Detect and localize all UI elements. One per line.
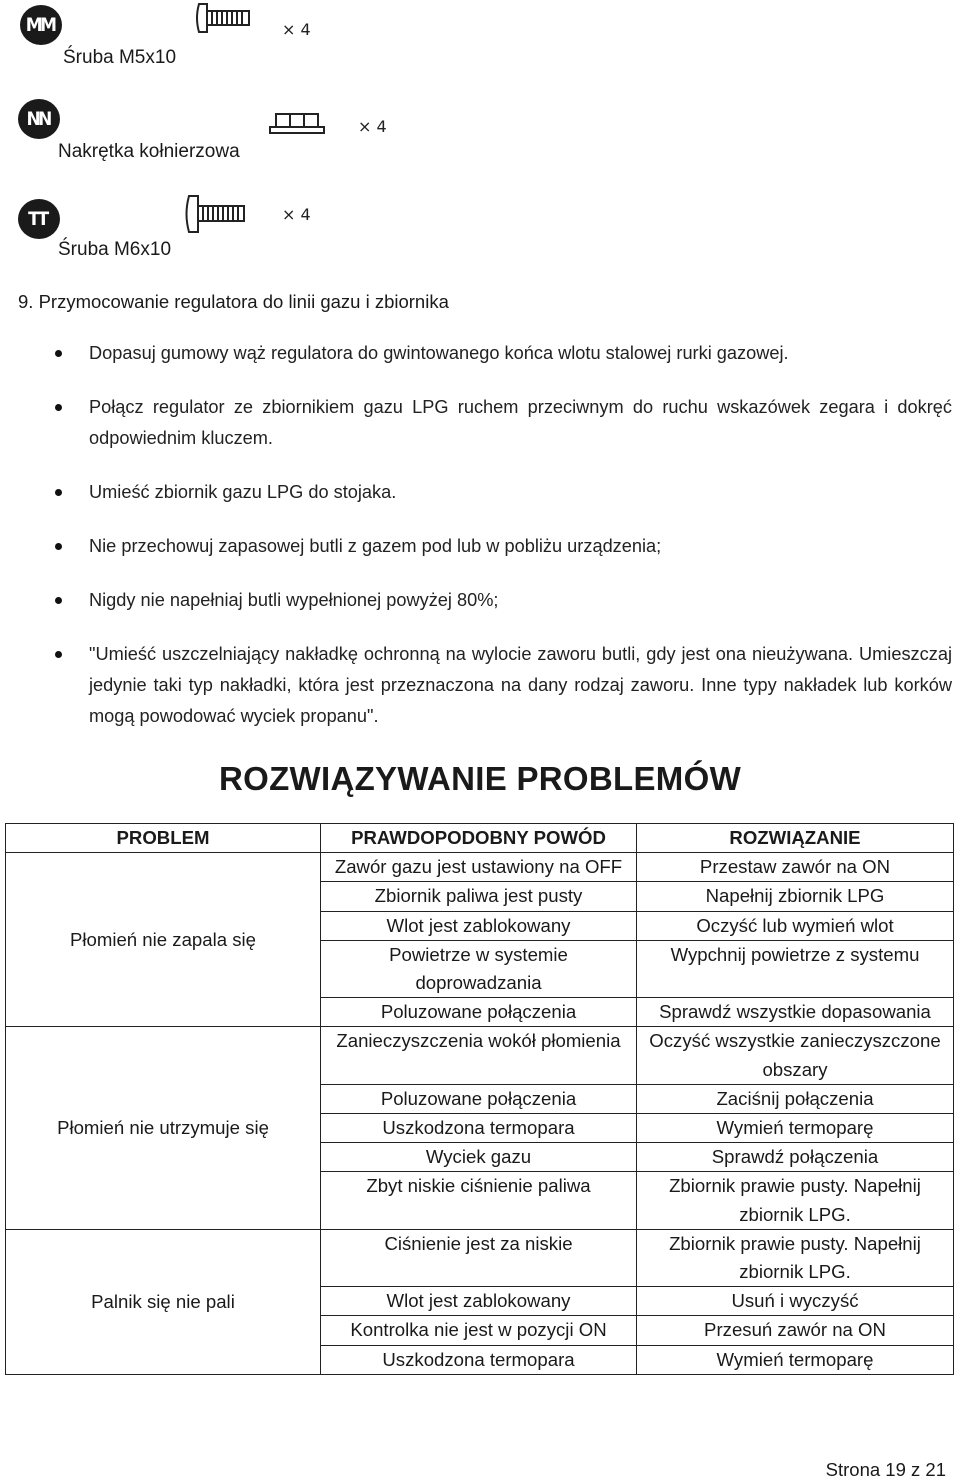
solution-cell: Zbiornik prawie pusty. Napełnij zbiornik LPG. xyxy=(637,1172,954,1229)
solution-cell: Zaciśnij połączenia xyxy=(637,1084,954,1113)
cause-cell: Uszkodzona termopara xyxy=(321,1345,637,1374)
bullet-icon xyxy=(55,651,62,658)
part-quantity: × 4 xyxy=(282,20,311,39)
column-header: PRAWDOPODOBNY POWÓD xyxy=(321,824,637,853)
cause-cell: Ciśnienie jest za niskie xyxy=(321,1229,637,1286)
solution-cell: Wymień termoparę xyxy=(637,1345,954,1374)
table-row xyxy=(6,1229,954,1286)
list-item: Połącz regulator ze zbiornikiem gazu LPG ruchem przeciwnym do ruchu wskazówek zegara i dokręć odpowiednim kluczem. xyxy=(52,392,952,454)
screw-drawing xyxy=(184,193,250,237)
part-badge-tt: TT xyxy=(20,201,58,237)
cause-cell: Wlot jest zablokowany xyxy=(321,911,637,940)
list-item: Umieść zbiornik gazu LPG do stojaka. xyxy=(52,477,952,508)
part-badge-mm: MM xyxy=(22,7,60,43)
solution-cell: Sprawdź połączenia xyxy=(637,1143,954,1172)
list-item: Nie przechowuj zapasowej butli z gazem pod lub w pobliżu urządzenia; xyxy=(52,531,952,562)
table-row xyxy=(6,1027,954,1084)
solution-cell: Wypchnij powietrze z systemu xyxy=(637,940,954,997)
list-item: Dopasuj gumowy wąż regulatora do gwintowanego końca wlotu stalowej rurki gazowej. xyxy=(52,338,952,369)
solution-cell: Przestaw zawór na ON xyxy=(637,853,954,882)
problem-cell: Palnik się nie pali xyxy=(6,1229,321,1374)
part-label: Śruba M5x10 xyxy=(63,47,177,68)
problem-cell: Płomień nie utrzymuje się xyxy=(6,1027,321,1229)
cause-cell: Wyciek gazu xyxy=(321,1143,637,1172)
cause-cell: Zbyt niskie ciśnienie paliwa xyxy=(321,1172,637,1229)
solution-cell: Sprawdź wszystkie dopasowania xyxy=(637,998,954,1027)
table-row xyxy=(6,853,954,882)
part-nn xyxy=(0,95,400,175)
cause-cell: Kontrolka nie jest w pozycji ON xyxy=(321,1316,637,1345)
part-badge-nn: NN xyxy=(20,101,58,137)
bullet-icon xyxy=(55,597,62,604)
solution-cell: Zbiornik prawie pusty. Napełnij zbiornik LPG. xyxy=(637,1229,954,1286)
part-tt xyxy=(0,195,400,275)
cause-cell: Zawór gazu jest ustawiony na OFF xyxy=(321,853,637,882)
instruction-list xyxy=(52,338,952,732)
solution-cell: Oczyść lub wymień wlot xyxy=(637,911,954,940)
cause-cell: Powietrze w systemie doprowadzania xyxy=(321,940,637,997)
table-header-row xyxy=(6,824,954,853)
solution-cell: Usuń i wyczyść xyxy=(637,1287,954,1316)
troubleshooting-table xyxy=(5,823,954,1375)
cause-cell: Zbiornik paliwa jest pusty xyxy=(321,882,637,911)
screw-drawing xyxy=(195,0,255,40)
bullet-icon xyxy=(55,350,62,357)
part-mm xyxy=(0,0,400,80)
section-title: 9. Przymocowanie regulatora do linii gazu i zbiornika xyxy=(18,291,449,312)
column-header: PROBLEM xyxy=(6,824,321,853)
flange-nut-drawing xyxy=(268,109,328,139)
cause-cell: Poluzowane połączenia xyxy=(321,998,637,1027)
part-label: Śruba M6x10 xyxy=(58,239,172,260)
column-header: ROZWIĄZANIE xyxy=(637,824,954,853)
bullet-icon xyxy=(55,404,62,411)
solution-cell: Przesuń zawór na ON xyxy=(637,1316,954,1345)
solution-cell: Wymień termoparę xyxy=(637,1114,954,1143)
part-quantity: × 4 xyxy=(358,117,387,136)
cause-cell: Poluzowane połączenia xyxy=(321,1084,637,1113)
cause-cell: Zanieczyszczenia wokół płomienia xyxy=(321,1027,637,1084)
part-quantity: × 4 xyxy=(282,205,311,224)
list-item: Nigdy nie napełniaj butli wypełnionej powyżej 80%; xyxy=(52,585,952,616)
troubleshooting-title: ROZWIĄZYWANIE PROBLEMÓW xyxy=(218,760,742,797)
problem-cell: Płomień nie zapala się xyxy=(6,853,321,1027)
list-item: "Umieść uszczelniający nakładkę ochronną na wylocie zaworu butli, gdy jest ona nieużywana. Umieszczaj jedynie taki typ nakładki, która jest przeznaczona na dany rodzaj zaworu. Inne typy nakładek lub korków mogą powodować wyciek propanu". xyxy=(52,639,952,732)
part-label: Nakrętka kołnierzowa xyxy=(58,141,240,162)
solution-cell: Oczyść wszystkie zanieczyszczone obszary xyxy=(637,1027,954,1084)
solution-cell: Napełnij zbiornik LPG xyxy=(637,882,954,911)
page-number: Strona 19 z 21 xyxy=(825,1459,946,1480)
bullet-icon xyxy=(55,543,62,550)
bullet-icon xyxy=(55,489,62,496)
cause-cell: Wlot jest zablokowany xyxy=(321,1287,637,1316)
cause-cell: Uszkodzona termopara xyxy=(321,1114,637,1143)
